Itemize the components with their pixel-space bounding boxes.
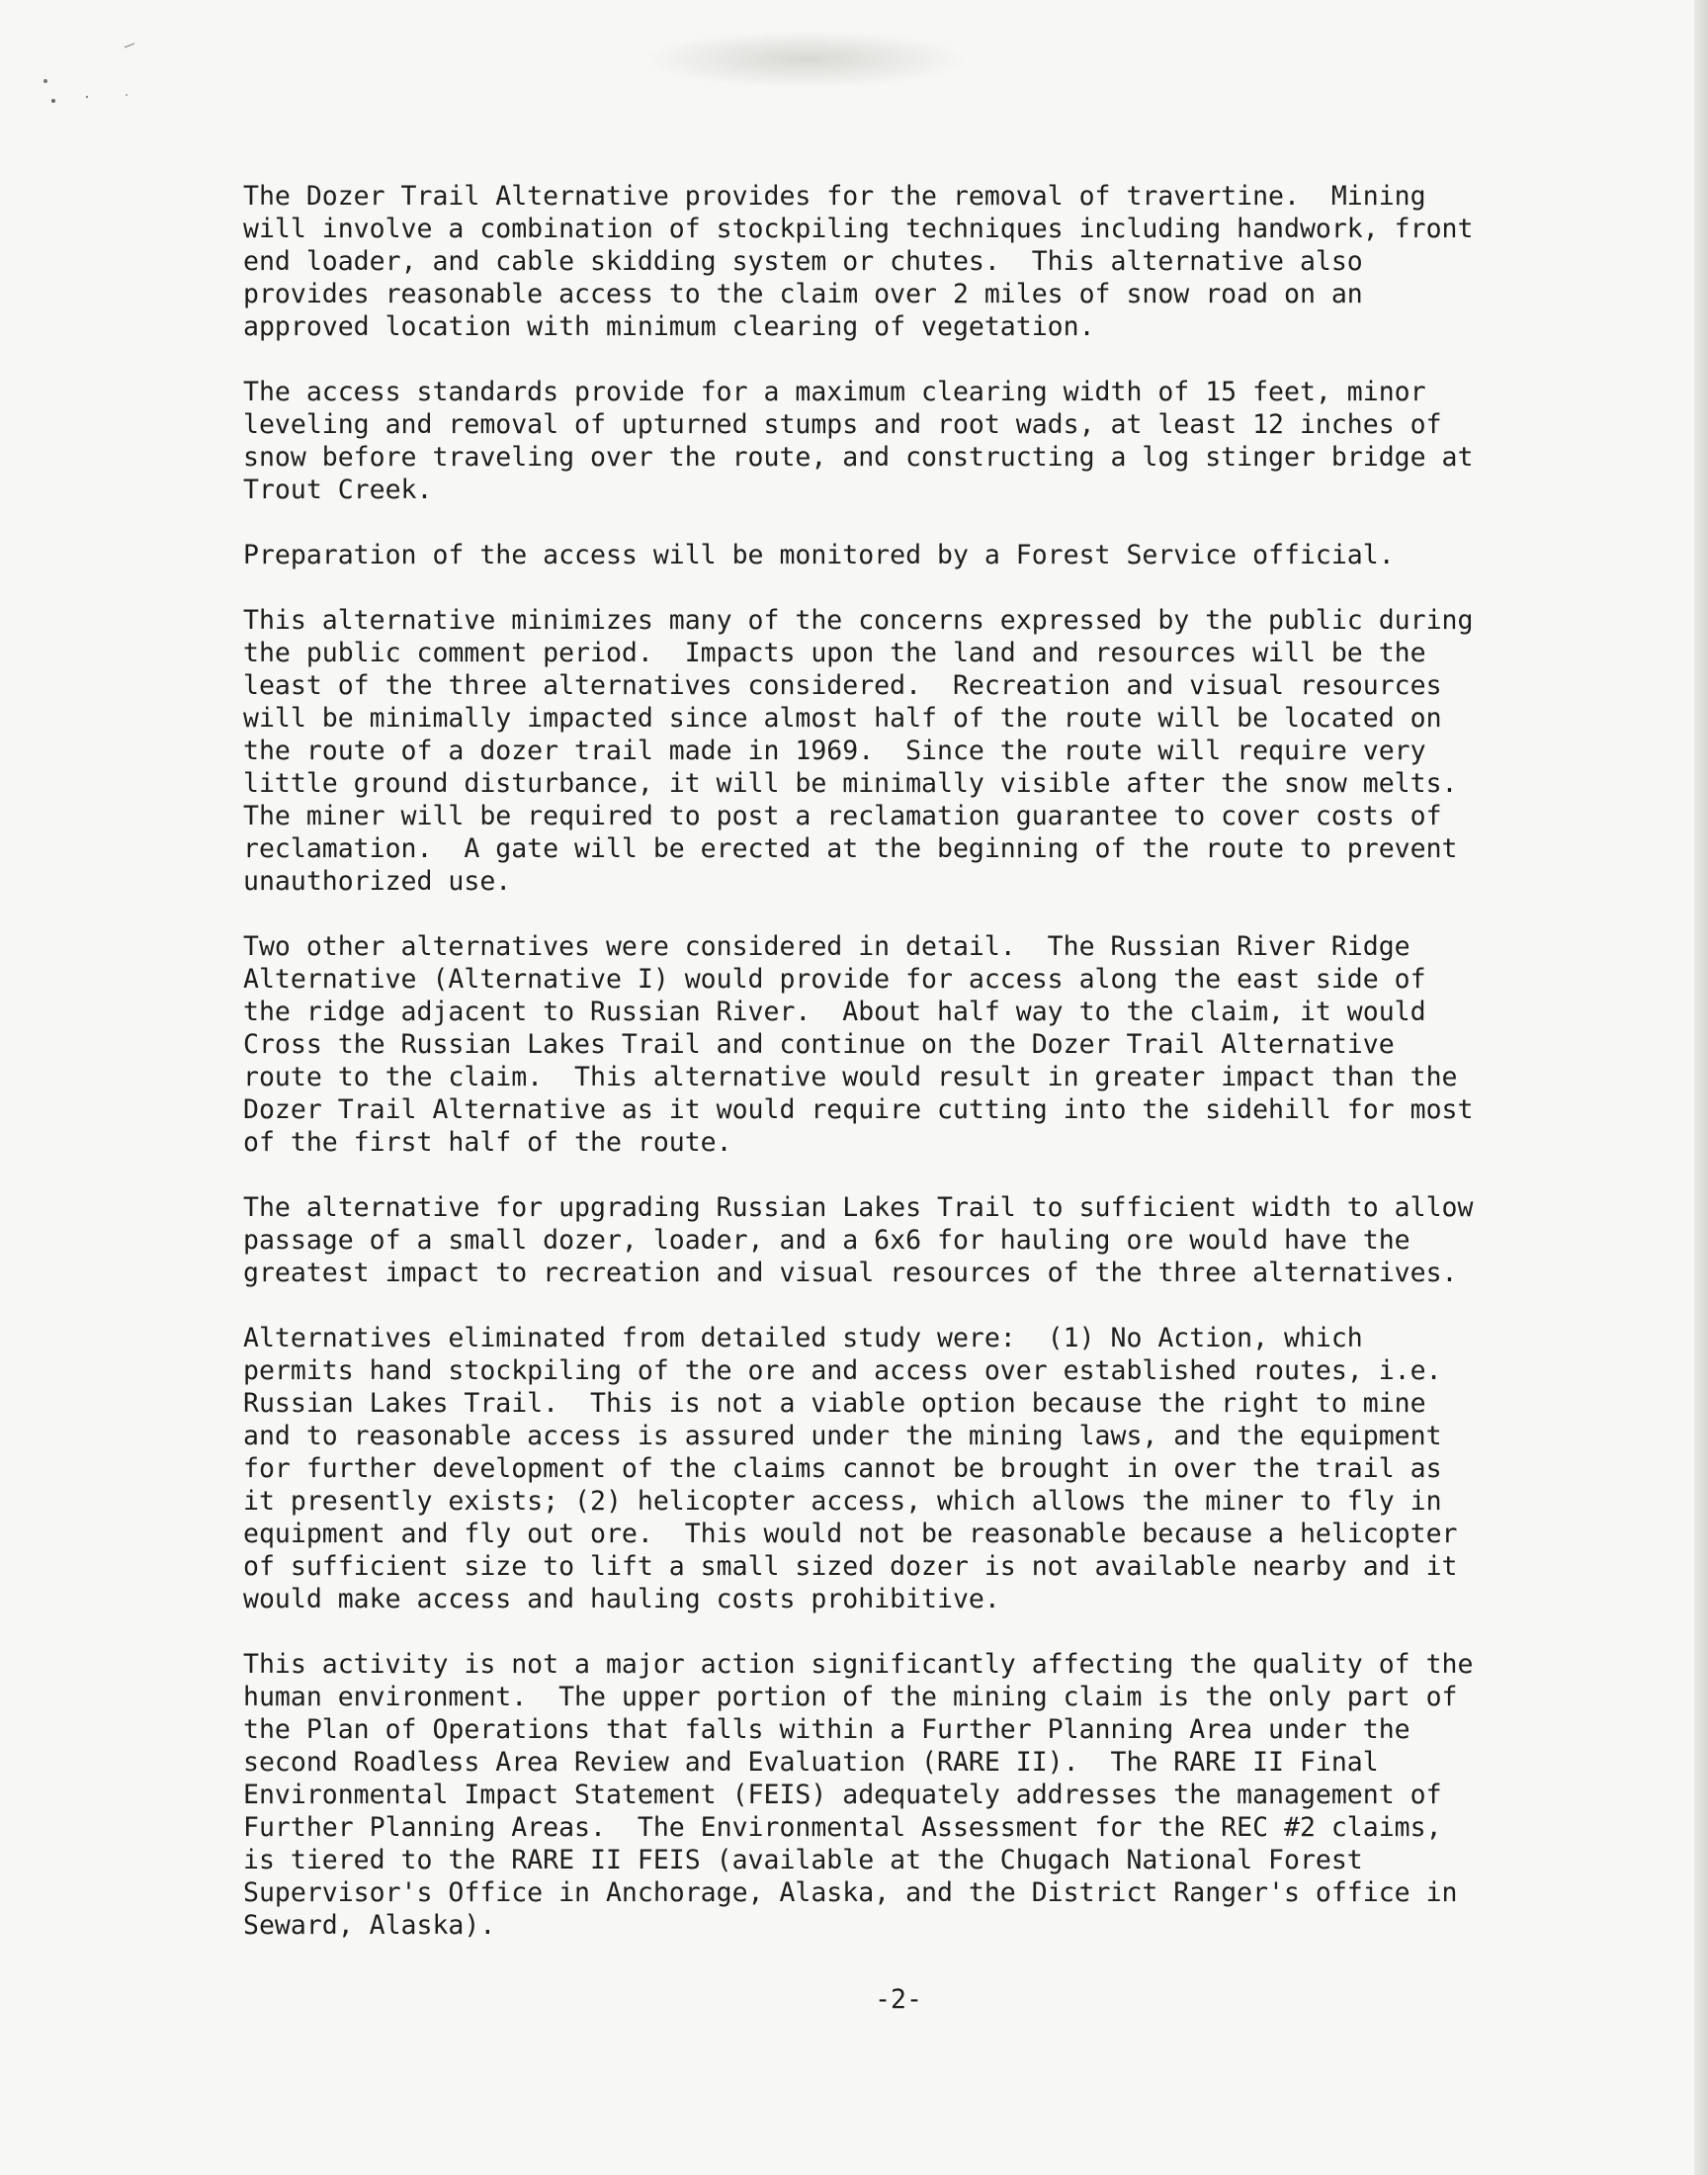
paragraph-public-concerns: This alternative minimizes many of the concerns expressed by the public during the public comment period. Impacts upon the land and resources will be the least of the three alternatives considered. Recreation and visual resources will be minimally impacted since almost half of the route will be located on the route of a dozer trail made in 1969. Since the route will require very little ground disturbance, it will be minimally visible after the snow melts. The miner will be required to post a reclamation guarantee to cover costs of reclamation. A gate will be erected at the beginning of the route to prevent unauthorized use.	[243, 605, 1474, 897]
paragraph-dozer-trail-alternative: The Dozer Trail Alternative provides for the removal of travertine. Mining will involve a combination of stockpiling techniques including handwork, front end loader, and cable skidding system or chutes. This alternative also provides reasonable access to the claim over 2 miles of snow road on an approved location with minimum clearing of vegetation.	[243, 181, 1474, 342]
paragraph-other-alternatives: Two other alternatives were considered in detail. The Russian River Ridge Alternative (Alternative I) would provide for access along the east side of the ridge adjacent to Russian River. About half way to the claim, it would Cross the Russian Lakes Trail and continue on the Dozer Trail Alternative route to the claim. This alternative would result in greater impact than the Dozer Trail Alternative as it would require cutting into the sidehill for most of the first half of the route.	[243, 931, 1474, 1158]
paragraph-access-monitoring: Preparation of the access will be monitored by a Forest Service official.	[243, 540, 1395, 570]
document-body	[243, 180, 1568, 1974]
paragraph-access-standards: The access standards provide for a maximum clearing width of 15 feet, minor leveling and removal of upturned stumps and root wads, at least 12 inches of snow before traveling over the route, and constructing a log stinger bridge at Trout Creek.	[243, 377, 1474, 505]
scan-edge	[1694, 0, 1708, 2175]
page-number: -2-	[875, 1984, 922, 2015]
paragraph-eliminated-alternatives: Alternatives eliminated from detailed study were: (1) No Action, which permits hand stockpiling of the ore and access over established routes, i.e. Russian Lakes Trail. This is not a viable option because the right to mine and to reasonable access is assured under the mining laws, and the equipment for further development of the claims cannot be brought in over the trail as it presently exists; (2) helicopter access, which allows the miner to fly in equipment and fly out ore. This would not be reasonable because a helicopter of sufficient size to lift a small sized dozer is not available nearby and it would make access and hauling costs prohibitive.	[243, 1323, 1458, 1614]
paragraph-environmental-assessment: This activity is not a major action significantly affecting the quality of the human environment. The upper portion of the mining claim is the only part of the Plan of Operations that falls within a Further Planning Area under the second Roadless Area Review and Evaluation (RARE II). The RARE II Final Environmental Impact Statement (FEIS) adequately addresses the management of Further Planning Areas. The Environmental Assessment for the REC #2 claims, is tiered to the RARE II FEIS (available at the Chugach National Forest Supervisor's Office in Anchorage, Alaska, and the District Ranger's office in Seward, Alaska).	[243, 1649, 1474, 1941]
scan-specks	[40, 40, 158, 109]
scan-smudge	[642, 30, 969, 89]
paragraph-upgrade-trail-alternative: The alternative for upgrading Russian Lakes Trail to sufficient width to allow passage of a small dozer, loader, and a 6x6 for hauling ore would have the greatest impact to recreation and visual resources of the three alternatives.	[243, 1192, 1474, 1288]
